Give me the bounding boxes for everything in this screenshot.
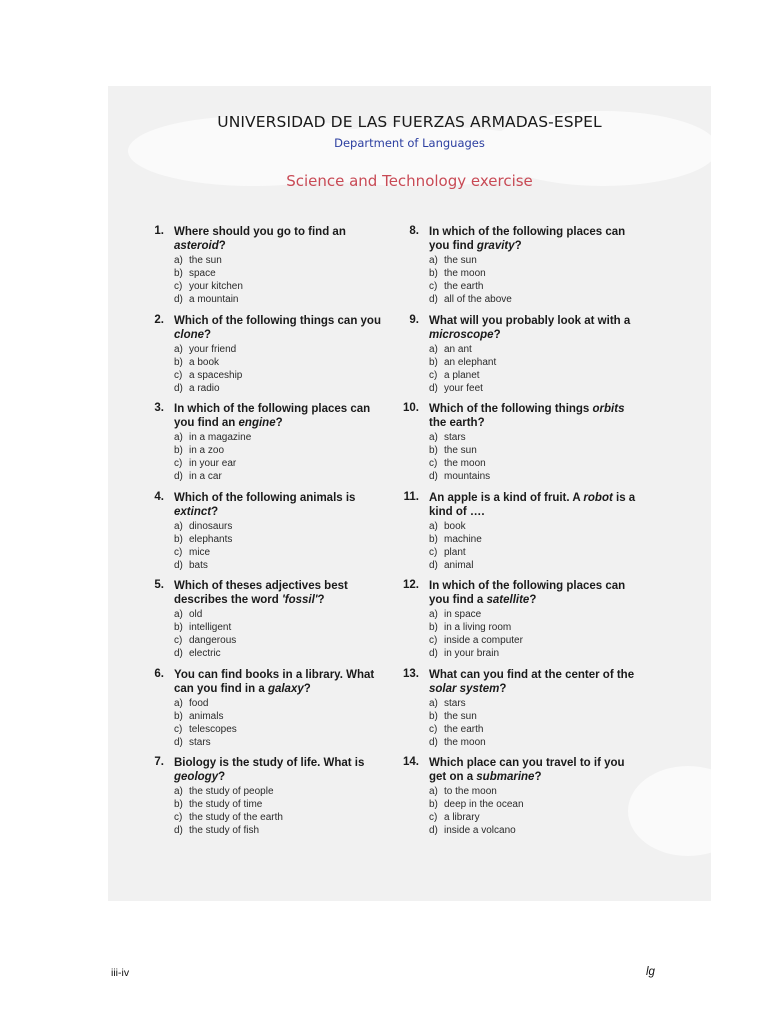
answer-option: [174, 710, 389, 723]
option-letter: d): [174, 471, 183, 482]
option-letter: d): [174, 648, 183, 659]
option-text: the sun: [444, 710, 477, 722]
answer-option: [174, 824, 389, 837]
question-text: [174, 668, 389, 696]
option-text: the moon: [444, 268, 486, 279]
option-text: deep in the ocean: [444, 799, 524, 810]
option-text: the sun: [444, 445, 477, 456]
answer-option: [429, 697, 644, 710]
answer-option: [429, 647, 644, 660]
option-letter: d): [429, 294, 438, 305]
question-number: 2.: [154, 313, 164, 326]
answer-options: [429, 431, 644, 483]
worksheet-page: [108, 86, 711, 901]
question-text-segment: ?: [493, 328, 501, 341]
option-letter: b): [429, 268, 438, 279]
option-text: in space: [444, 609, 482, 620]
answer-option: [429, 356, 644, 369]
answer-option: [429, 824, 644, 837]
option-text: telescopes: [189, 723, 237, 735]
question-keyword: microscope: [429, 328, 494, 341]
answer-option: [174, 267, 389, 280]
option-text: the study of time: [189, 799, 263, 810]
option-letter: d): [429, 559, 438, 571]
option-text: the study of people: [189, 786, 274, 797]
department-name: Department of Languages: [334, 136, 485, 150]
option-text: stars: [444, 432, 466, 443]
option-letter: d): [174, 559, 183, 571]
answer-option: [429, 811, 644, 824]
answer-option: [174, 457, 389, 470]
option-text: intelligent: [189, 622, 232, 633]
answer-option: [174, 697, 389, 710]
answer-option: [429, 444, 644, 457]
question-text: [429, 225, 644, 253]
question-text-segment: Where should you go to find an: [174, 226, 346, 238]
answer-options: [174, 431, 389, 483]
option-letter: a): [429, 697, 438, 709]
answer-options: [429, 785, 644, 837]
option-letter: a): [174, 520, 183, 532]
answer-option: [429, 470, 644, 483]
question-text-segment: ?: [211, 505, 219, 518]
option-text: in your brain: [444, 648, 500, 659]
option-text: a planet: [444, 369, 480, 381]
question-keyword: clone: [174, 328, 205, 341]
question-number: 3.: [154, 402, 164, 414]
option-letter: c): [429, 635, 438, 646]
option-letter: d): [429, 736, 438, 748]
question-keyword: orbits: [592, 403, 625, 415]
answer-option: [429, 533, 644, 546]
question-number: 11.: [403, 490, 419, 503]
question-text-segment: the earth?: [429, 417, 485, 429]
answer-option: [174, 723, 389, 736]
answer-option: [174, 280, 389, 293]
question-text-segment: In which of the following places can you find a: [429, 580, 626, 606]
answer-option: [174, 343, 389, 356]
answer-option: [174, 634, 389, 647]
question-text-segment: An apple is a kind of fruit. A: [429, 491, 584, 504]
answer-option: [174, 369, 389, 382]
answer-option: [174, 470, 389, 483]
question-number: 1.: [154, 225, 164, 237]
answer-option: [429, 608, 644, 621]
option-letter: a): [429, 343, 438, 355]
option-text: inside a computer: [444, 635, 523, 646]
option-text: food: [189, 697, 209, 709]
option-letter: d): [174, 825, 183, 836]
answer-option: [429, 634, 644, 647]
option-letter: b): [174, 622, 183, 633]
question-text-segment: ?: [499, 682, 507, 695]
answer-option: [429, 736, 644, 749]
question-keyword: robot: [583, 491, 613, 504]
option-text: a radio: [189, 382, 220, 394]
exercise-title: Science and Technology exercise: [286, 172, 533, 190]
answer-option: [429, 798, 644, 811]
option-text: all of the above: [444, 294, 512, 305]
answer-option: [429, 785, 644, 798]
answer-options: [174, 608, 389, 660]
answer-option: [429, 457, 644, 470]
question-text-segment: ?: [529, 594, 537, 606]
option-text: mountains: [444, 471, 491, 482]
option-letter: d): [174, 736, 183, 748]
option-text: the sun: [444, 255, 477, 266]
option-letter: a): [174, 432, 183, 443]
option-letter: d): [429, 471, 438, 482]
option-text: animals: [189, 710, 224, 722]
option-text: machine: [444, 533, 482, 545]
answer-option: [429, 382, 644, 395]
option-text: elephants: [189, 533, 233, 545]
option-letter: c): [429, 281, 438, 292]
option-letter: c): [174, 635, 183, 646]
question-text-segment: Which place can you travel to if you get on a: [429, 757, 625, 783]
option-letter: d): [429, 648, 438, 659]
answer-option: [174, 608, 389, 621]
answer-option: [429, 710, 644, 723]
option-text: in your ear: [189, 458, 237, 469]
option-text: the earth: [444, 723, 484, 735]
option-letter: a): [174, 343, 183, 355]
answer-option: [174, 785, 389, 798]
option-text: inside a volcano: [444, 825, 516, 836]
question-text-segment: ?: [204, 328, 212, 341]
option-letter: b): [429, 356, 438, 368]
question-keyword: 'fossil': [282, 594, 318, 606]
option-letter: b): [174, 710, 183, 722]
answer-option: [174, 520, 389, 533]
answer-option: [174, 546, 389, 559]
option-letter: a): [174, 255, 183, 266]
option-text: animal: [444, 559, 474, 571]
option-text: book: [444, 520, 466, 532]
answer-option: [174, 356, 389, 369]
answer-option: [429, 546, 644, 559]
question-text: [429, 579, 644, 607]
option-text: the moon: [444, 458, 486, 469]
option-text: your friend: [189, 343, 237, 355]
question-text: [429, 756, 644, 784]
question-keyword: geology: [174, 771, 219, 783]
option-text: the moon: [444, 736, 486, 748]
footer-initials: lg: [646, 966, 655, 978]
option-letter: b): [429, 799, 438, 810]
question-number: 13.: [403, 667, 419, 680]
option-letter: c): [429, 369, 438, 381]
question-keyword: asteroid: [174, 240, 219, 252]
question-text: [429, 314, 644, 342]
option-text: the sun: [189, 255, 222, 266]
answer-option: [174, 647, 389, 660]
answer-option: [174, 533, 389, 546]
option-text: space: [189, 268, 216, 279]
question-number: 8.: [409, 225, 419, 237]
option-text: a library: [444, 812, 480, 823]
question-text: [174, 756, 389, 784]
option-text: electric: [189, 648, 221, 659]
option-letter: b): [429, 710, 438, 722]
answer-option: [174, 293, 389, 306]
option-text: stars: [444, 697, 466, 709]
answer-option: [429, 520, 644, 533]
question-text-segment: ?: [218, 771, 226, 783]
university-name: UNIVERSIDAD DE LAS FUERZAS ARMADAS-ESPEL: [217, 113, 602, 131]
option-letter: c): [174, 281, 183, 292]
option-letter: a): [429, 432, 438, 443]
option-letter: c): [174, 546, 183, 558]
question-text-segment: ?: [514, 240, 522, 252]
option-letter: c): [429, 723, 438, 735]
option-letter: a): [174, 697, 183, 709]
option-letter: c): [429, 458, 438, 469]
question-number: 4.: [154, 490, 164, 503]
answer-option: [429, 267, 644, 280]
question-number: 9.: [409, 313, 419, 326]
question-text-segment: Biology is the study of life. What is: [174, 757, 365, 769]
question-text-segment: In which of the following places can you find: [429, 226, 626, 252]
option-text: bats: [189, 559, 208, 571]
question-keyword: extinct: [174, 505, 212, 518]
option-text: the study of fish: [189, 825, 260, 836]
option-text: dangerous: [189, 635, 237, 646]
question-text-segment: ?: [534, 771, 542, 783]
answer-options: [174, 520, 389, 572]
question-keyword: submarine: [476, 771, 535, 783]
option-letter: c): [429, 546, 438, 558]
option-letter: c): [429, 812, 438, 823]
option-text: an elephant: [444, 356, 497, 368]
option-text: a mountain: [189, 294, 239, 305]
option-letter: c): [174, 723, 183, 735]
answer-option: [174, 254, 389, 267]
option-letter: d): [174, 382, 183, 394]
question-text-segment: ?: [218, 240, 226, 252]
question-text: [429, 491, 644, 519]
question-number: 10.: [403, 402, 419, 414]
answer-options: [174, 785, 389, 837]
option-letter: d): [429, 825, 438, 836]
answer-option: [429, 280, 644, 293]
question-keyword: engine: [238, 417, 276, 429]
question-number: 7.: [154, 756, 164, 768]
question-keyword: satellite: [486, 594, 530, 606]
answer-option: [174, 798, 389, 811]
answer-option: [174, 559, 389, 572]
option-letter: a): [429, 255, 438, 266]
option-letter: b): [174, 445, 183, 456]
answer-option: [429, 369, 644, 382]
question-keyword: galaxy: [267, 682, 304, 695]
answer-option: [174, 431, 389, 444]
question-text-segment: ?: [303, 682, 311, 695]
option-letter: c): [174, 369, 183, 381]
question-text: [174, 402, 389, 430]
option-text: your kitchen: [189, 281, 243, 292]
answer-options: [429, 608, 644, 660]
question-keyword: gravity: [476, 240, 515, 252]
option-letter: b): [174, 268, 183, 279]
question-number: 5.: [154, 579, 164, 591]
option-text: plant: [444, 546, 466, 558]
question-text: [174, 579, 389, 607]
footer-page-label: iii-iv: [111, 967, 130, 979]
question-text-segment: ?: [275, 417, 283, 429]
option-letter: b): [174, 799, 183, 810]
option-letter: b): [174, 533, 183, 545]
question-text-segment: In which of the following places can you find an: [174, 403, 371, 429]
option-text: in a magazine: [189, 432, 252, 443]
question-text: [174, 225, 389, 253]
question-number: 12.: [403, 579, 419, 591]
option-text: old: [189, 609, 203, 620]
answer-option: [174, 382, 389, 395]
answer-options: [429, 343, 644, 395]
option-letter: b): [174, 356, 183, 368]
option-letter: b): [429, 622, 438, 633]
option-text: in a living room: [444, 622, 512, 633]
option-letter: b): [429, 445, 438, 456]
answer-options: [429, 697, 644, 749]
option-letter: a): [174, 786, 183, 797]
answer-option: [429, 723, 644, 736]
answer-option: [174, 621, 389, 634]
option-text: a book: [189, 356, 220, 368]
answer-option: [429, 431, 644, 444]
answer-option: [429, 343, 644, 356]
option-letter: d): [429, 382, 438, 394]
answer-option: [174, 736, 389, 749]
option-text: in a zoo: [189, 445, 225, 456]
option-text: mice: [189, 546, 211, 558]
option-letter: a): [429, 520, 438, 532]
question-text: [429, 668, 644, 696]
answer-options: [174, 697, 389, 749]
question-number: 14.: [403, 756, 419, 768]
option-text: in a car: [189, 471, 222, 482]
option-text: an ant: [444, 343, 472, 355]
option-letter: d): [174, 294, 183, 305]
option-text: dinosaurs: [189, 520, 233, 532]
option-text: your feet: [444, 382, 483, 394]
answer-option: [174, 444, 389, 457]
option-letter: b): [429, 533, 438, 545]
question-text-segment: Which of the following things can you: [174, 314, 381, 327]
answer-option: [429, 621, 644, 634]
option-text: to the moon: [444, 786, 497, 797]
question-text-segment: Which of theses adjectives best describes the word: [174, 580, 348, 606]
answer-options: [429, 520, 644, 572]
option-text: a spaceship: [189, 369, 243, 381]
option-letter: c): [174, 812, 183, 823]
question-text-segment: Which of the following animals is: [174, 491, 356, 504]
answer-options: [174, 254, 389, 306]
option-text: the earth: [444, 281, 484, 292]
answer-option: [429, 254, 644, 267]
question-text: [429, 402, 644, 430]
option-text: the study of the earth: [189, 812, 283, 823]
question-text-segment: What can you find at the center of the: [429, 668, 635, 681]
option-letter: c): [174, 458, 183, 469]
question-text-segment: is a kind of ….: [429, 491, 636, 518]
question-keyword: solar system: [429, 682, 500, 695]
option-letter: a): [429, 786, 438, 797]
answer-option: [174, 811, 389, 824]
question-text-segment: ?: [317, 594, 325, 606]
option-text: stars: [189, 736, 211, 748]
answer-options: [429, 254, 644, 306]
answer-option: [429, 293, 644, 306]
question-text-segment: Which of the following things: [429, 403, 593, 415]
option-letter: a): [174, 609, 183, 620]
question-number: 6.: [154, 667, 164, 680]
question-text: [174, 314, 389, 342]
answer-option: [429, 559, 644, 572]
question-text-segment: You can find books in a library. What can you find in a: [174, 668, 375, 695]
option-letter: a): [429, 609, 438, 620]
question-text: [174, 491, 389, 519]
question-text-segment: What will you probably look at with a: [429, 314, 631, 327]
answer-options: [174, 343, 389, 395]
